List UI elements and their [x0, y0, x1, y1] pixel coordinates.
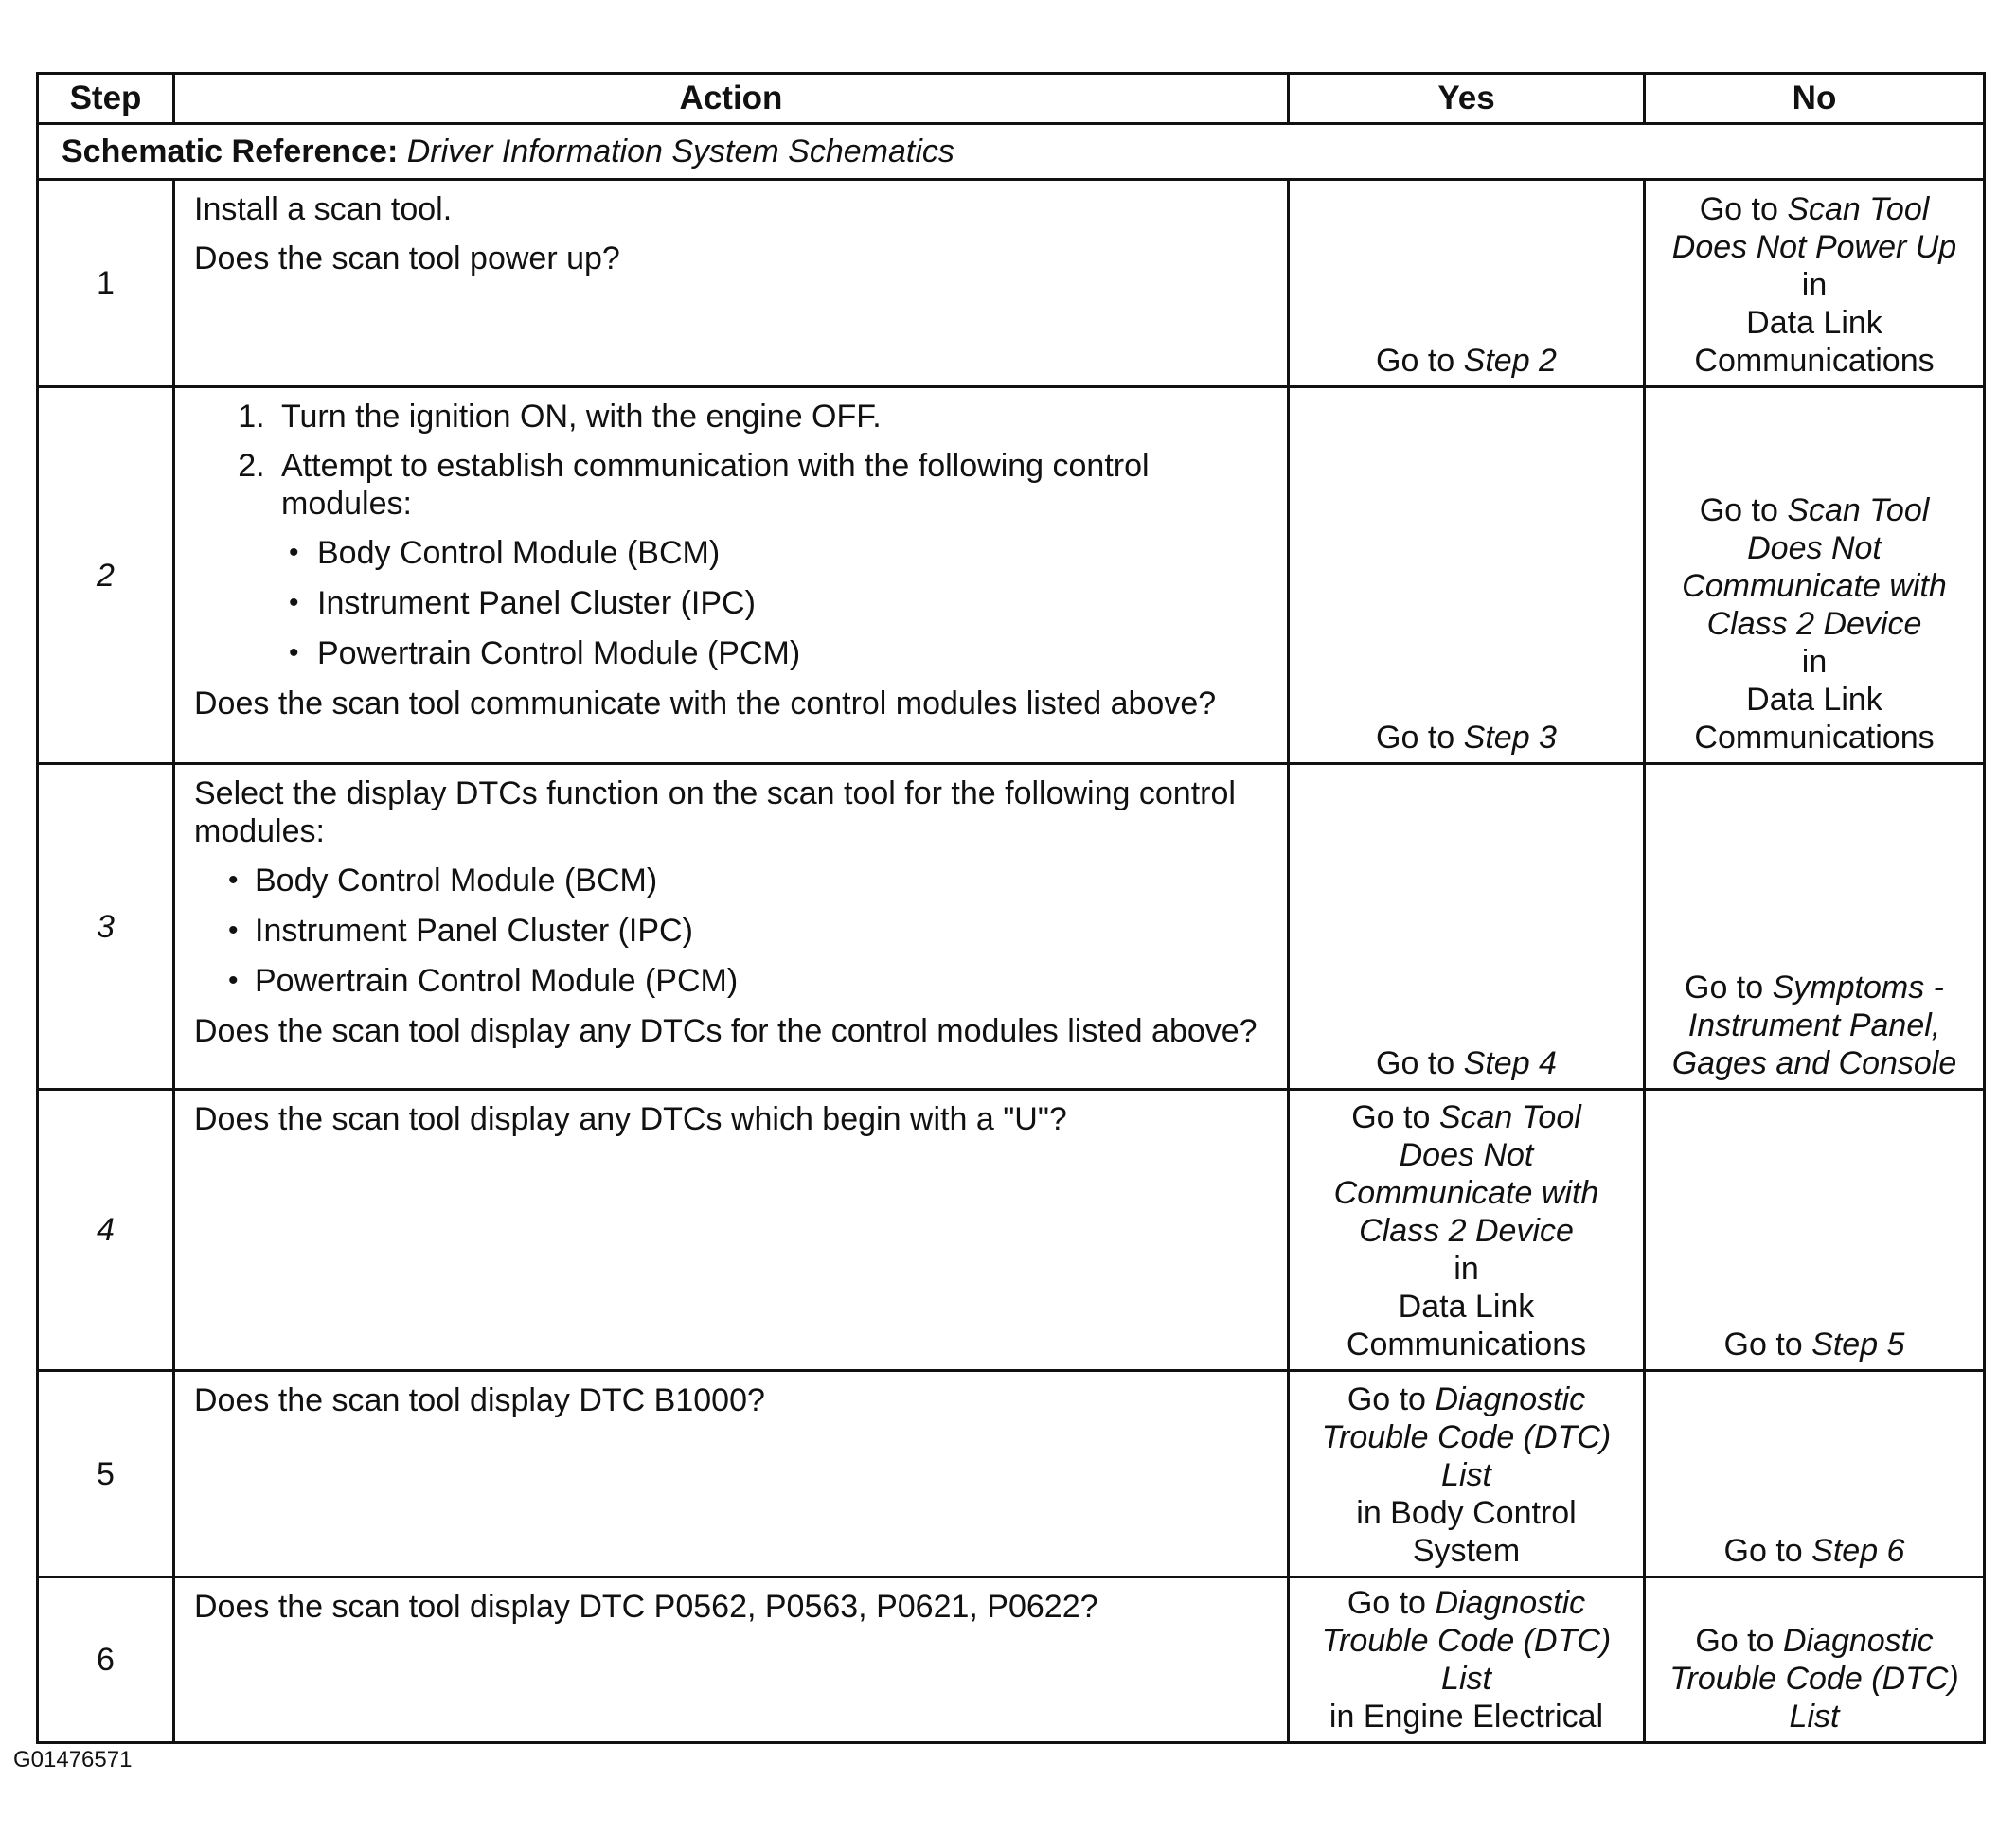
action-question: Does the scan tool display any DTCs which begin with a "U"?	[194, 1101, 1067, 1137]
action-question: Does the scan tool display DTC P0562, P0563, P0621, P0622?	[194, 1589, 1098, 1625]
goto-link[interactable]: Instrument Panel,	[1687, 1007, 1941, 1043]
goto-text: Go to	[1347, 1381, 1426, 1417]
list-item: 1. Turn the ignition ON, with the engine OFF.	[274, 398, 1274, 436]
module-list	[194, 862, 1274, 1000]
step-number: 5	[38, 1371, 174, 1577]
action-cell	[174, 1371, 1289, 1577]
goto-text: Go to	[1351, 1099, 1431, 1135]
no-cell	[1645, 180, 1985, 387]
no-cell	[1645, 387, 1985, 764]
goto-text: Go to	[1699, 191, 1778, 227]
action-cell	[174, 1577, 1289, 1743]
goto-link[interactable]: Gages and Console	[1671, 1045, 1957, 1081]
goto-link[interactable]: Class 2 Device	[1359, 1213, 1574, 1249]
goto-link[interactable]: Scan Tool	[1438, 1099, 1581, 1135]
table-row	[38, 387, 1985, 764]
goto-text: Go to	[1695, 1623, 1775, 1659]
list-item: • Body Control Module (BCM)	[228, 863, 658, 899]
yes-cell	[1289, 1090, 1645, 1371]
action-question: Does the scan tool communicate with the control modules listed above?	[194, 686, 1217, 721]
yes-cell	[1289, 764, 1645, 1090]
step-number: 2	[38, 387, 174, 764]
section-text: Data Link	[1398, 1289, 1535, 1325]
goto-link[interactable]: Step 2	[1463, 343, 1557, 379]
figure-id: G01476571	[13, 1747, 133, 1772]
yes-cell	[1289, 180, 1645, 387]
goto-link[interactable]: Trouble Code (DTC)	[1321, 1419, 1612, 1455]
header-action: Action	[174, 74, 1289, 124]
section-text: in Engine Electrical	[1329, 1699, 1604, 1735]
table-row	[38, 1090, 1985, 1371]
action-question: Does the scan tool display any DTCs for the control modules listed above?	[194, 1013, 1258, 1049]
goto-link[interactable]: Diagnostic	[1435, 1585, 1586, 1621]
in-text: in	[1801, 267, 1828, 303]
list-item: • Powertrain Control Module (PCM)	[228, 963, 739, 999]
section-text: Communications	[1694, 343, 1935, 379]
header-no: No	[1645, 74, 1985, 124]
goto-link[interactable]: Communicate with	[1682, 568, 1947, 604]
in-text: in	[1801, 644, 1828, 680]
goto-link[interactable]: Step 3	[1463, 720, 1557, 756]
goto-text: Go to	[1347, 1585, 1426, 1621]
step-number: 1	[38, 180, 174, 387]
goto-link[interactable]: Does Not	[1747, 530, 1882, 566]
goto-link[interactable]: Diagnostic	[1435, 1381, 1586, 1417]
action-text: Select the display DTCs function on the scan tool for the following control modules:	[194, 775, 1236, 849]
schematic-reference-label: Schematic Reference:	[62, 134, 399, 169]
yes-cell	[1289, 1577, 1645, 1743]
goto-link[interactable]: Trouble Code (DTC)	[1321, 1623, 1612, 1659]
no-cell	[1645, 1090, 1985, 1371]
goto-link[interactable]: Step 4	[1463, 1045, 1557, 1081]
goto-link[interactable]: List	[1789, 1699, 1840, 1735]
action-question: Does the scan tool display DTC B1000?	[194, 1382, 765, 1418]
goto-link[interactable]: Step 5	[1811, 1327, 1905, 1362]
list-item: • Body Control Module (BCM)	[289, 535, 721, 571]
table-row	[38, 1577, 1985, 1743]
goto-link[interactable]: Symptoms -	[1772, 970, 1944, 1006]
goto-text: Go to	[1699, 492, 1778, 528]
header-step: Step	[38, 74, 174, 124]
no-cell	[1645, 1577, 1985, 1743]
module-list	[194, 534, 1274, 672]
step-number: 4	[38, 1090, 174, 1371]
no-cell	[1645, 764, 1985, 1090]
goto-link[interactable]: Scan Tool	[1787, 191, 1930, 227]
action-text: Install a scan tool.	[194, 191, 453, 227]
goto-link[interactable]: List	[1441, 1661, 1491, 1697]
section-text: Communications	[1346, 1327, 1587, 1362]
schematic-reference-row	[38, 124, 1985, 180]
diagnostic-table	[36, 72, 1986, 1744]
section-text: System	[1412, 1533, 1521, 1569]
goto-link[interactable]: Trouble Code (DTC)	[1669, 1661, 1959, 1697]
no-cell	[1645, 1371, 1985, 1577]
goto-link[interactable]: Class 2 Device	[1706, 606, 1922, 642]
schematic-reference	[38, 124, 1985, 180]
goto-link[interactable]: Step 6	[1811, 1533, 1905, 1569]
list-item: • Instrument Panel Cluster (IPC)	[289, 585, 756, 621]
table-row	[38, 764, 1985, 1090]
list-item: • Powertrain Control Module (PCM)	[289, 635, 801, 671]
section-text: Data Link	[1746, 682, 1882, 718]
goto-link[interactable]: Scan Tool	[1787, 492, 1930, 528]
goto-text: Go to	[1376, 720, 1455, 756]
header-row	[38, 74, 1985, 124]
header-yes: Yes	[1289, 74, 1645, 124]
table-row	[38, 1371, 1985, 1577]
goto-link[interactable]: Does Not	[1399, 1137, 1534, 1173]
goto-text: Go to	[1723, 1327, 1803, 1362]
goto-text: Go to	[1723, 1533, 1803, 1569]
yes-cell	[1289, 387, 1645, 764]
section-text: in Body Control	[1356, 1495, 1577, 1531]
action-question: Does the scan tool power up?	[194, 240, 620, 276]
step-number: 3	[38, 764, 174, 1090]
goto-text: Go to	[1376, 1045, 1455, 1081]
list-item: • Instrument Panel Cluster (IPC)	[228, 913, 693, 949]
table-row	[38, 180, 1985, 387]
section-text: Data Link	[1746, 305, 1882, 341]
action-cell	[174, 387, 1289, 764]
goto-text: Go to	[1685, 970, 1764, 1006]
section-text: Communications	[1694, 720, 1935, 756]
goto-link[interactable]: Diagnostic	[1782, 1623, 1934, 1659]
action-cell	[174, 180, 1289, 387]
schematic-reference-link[interactable]: Driver Information System Schematics	[406, 134, 954, 169]
list-item: 2. Attempt to establish communication with the following control modules:	[274, 447, 1274, 523]
action-steps	[194, 398, 1274, 523]
step-number: 6	[38, 1577, 174, 1743]
action-cell	[174, 764, 1289, 1090]
goto-text: Go to	[1376, 343, 1455, 379]
in-text: in	[1454, 1251, 1479, 1287]
action-cell	[174, 1090, 1289, 1371]
goto-link[interactable]: List	[1441, 1457, 1491, 1493]
goto-link[interactable]: Communicate with	[1333, 1175, 1599, 1211]
yes-cell	[1289, 1371, 1645, 1577]
goto-link[interactable]: Does Not Power Up	[1671, 229, 1957, 265]
